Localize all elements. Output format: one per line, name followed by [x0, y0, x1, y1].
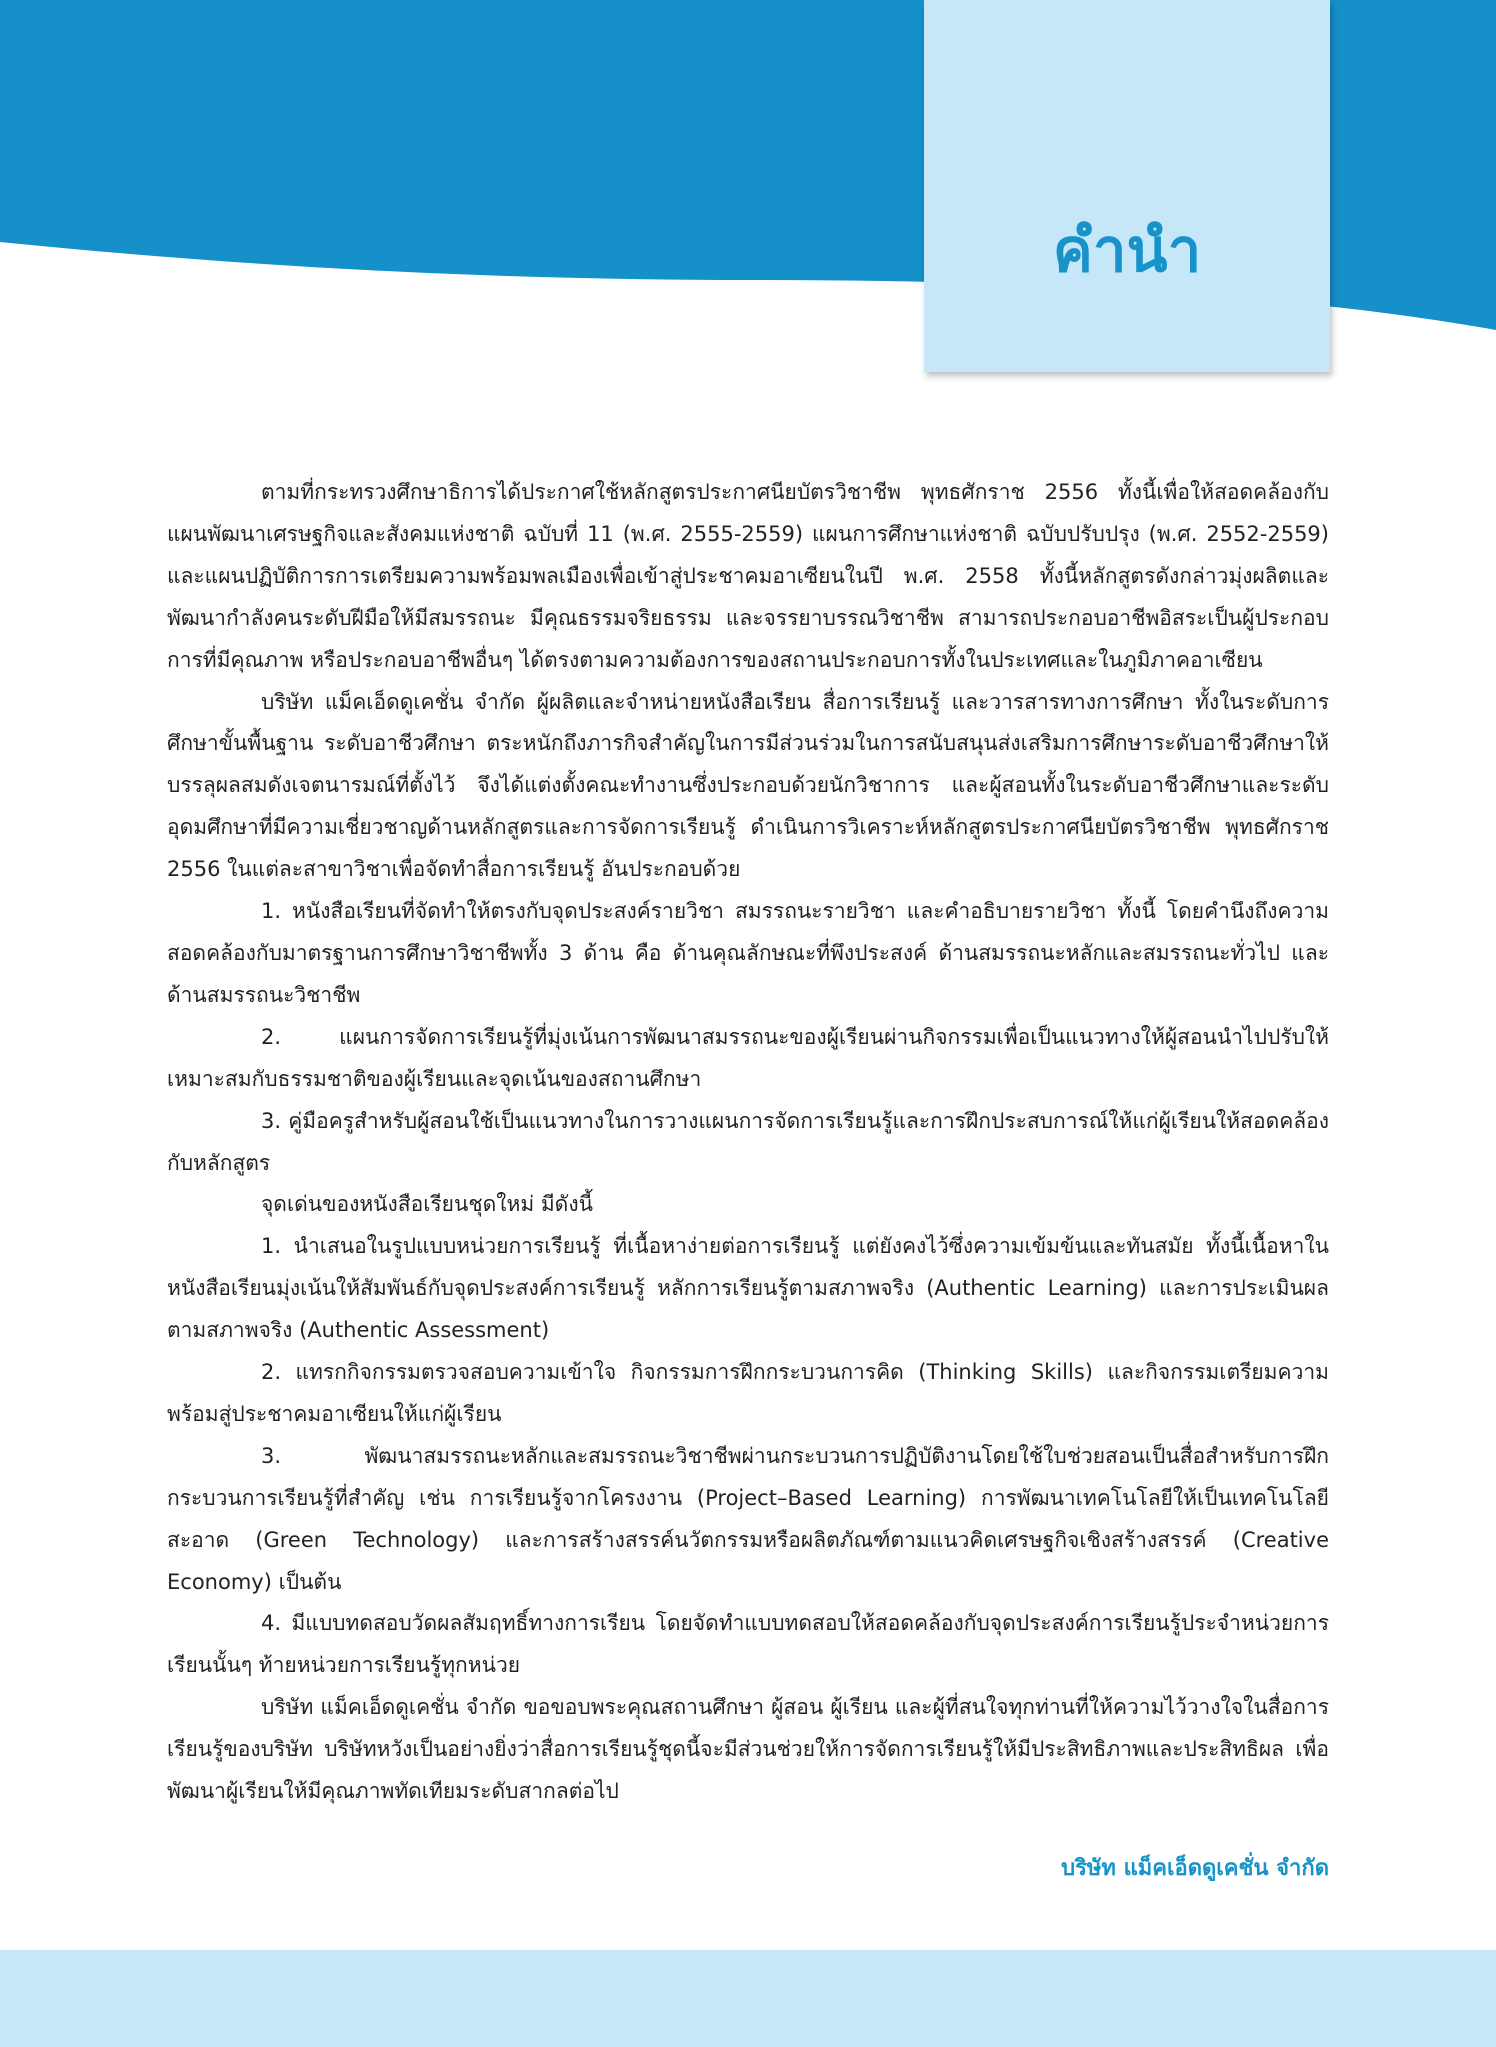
paragraph: 3. พัฒนาสมรรถนะหลักและสมรรถนะวิชาชีพผ่านกระบวนการปฏิบัติงานโดยใช้ใบช่วยสอนเป็นสื่อสำหรับการฝึกกระบวนการเรียนรู้ที่สำคัญ เช่น การเรียนรู้จากโครงงาน (Project–Based Learning) การพัฒนาเทคโนโลยีให้เป็นเทคโนโลยีสะอาด (Green Technology) และการสร้างสรรค์นวัตกรรมหรือผลิตภัณฑ์ตามแนวคิดเศรษฐกิจเชิงสร้างสรรค์ (Creative Economy) เป็นต้น: [167, 1443, 1329, 1594]
paragraph: 2. แผนการจัดการเรียนรู้ที่มุ่งเน้นการพัฒนาสมรรถนะของผู้เรียนผ่านกิจกรรมเพื่อเป็นแนวทางให้ผู้สอนนำไปปรับให้เหมาะสมกับธรรมชาติของผู้เรียนและจุดเน้นของสถานศึกษา: [167, 1024, 1329, 1091]
footer-banner: [0, 1950, 1496, 2047]
page-title: คำนำ: [1052, 216, 1202, 286]
paragraph: ตามที่กระทรวงศึกษาธิการได้ประกาศใช้หลักสูตรประกาศนียบัตรวิชาชีพ พุทธศักราช 2556 ทั้งนี้เพื่อให้สอดคล้องกับแผนพัฒนาเศรษฐกิจและสังคมแห่งชาติ ฉบับที่ 11 (พ.ศ. 2555-2559) แผนการศึกษาแห่งชาติ ฉบับปรับปรุง (พ.ศ. 2552-2559) และแผนปฏิบัติการการเตรียมความพร้อมพลเมืองเพื่อเข้าสู่ประชาคมอาเซียนในปี พ.ศ. 2558 ทั้งนี้หลักสูตรดังกล่าวมุ่งผลิตและพัฒนากำลังคนระดับฝีมือให้มีสมรรถนะ มีคุณธรรมจริยธรรม และจรรยาบรรณวิชาชีพ สามารถประกอบอาชีพอิสระเป็นผู้ประกอบการที่มีคุณภาพ หรือประกอบอาชีพอื่นๆ ได้ตรงตามความต้องการของสถานประกอบการทั้งในประเทศและในภูมิภาคอาเซียน: [167, 480, 1329, 672]
paragraph: บริษัท แม็คเอ็ดดูเคชั่น จำกัด ขอขอบพระคุณสถานศึกษา ผู้สอน ผู้เรียน และผู้ที่สนใจทุกท่านที่ให้ความไว้วางใจในสื่อการเรียนรู้ของบริษัท บริษัทหวังเป็นอย่างยิ่งว่าสื่อการเรียนรู้ชุดนี้จะมีส่วนช่วยให้การจัดการเรียนรู้ให้มีประสิทธิภาพและประสิทธิผล เพื่อพัฒนาผู้เรียนให้มีคุณภาพทัดเทียมระดับสากลต่อไป: [167, 1695, 1329, 1804]
title-panel: [924, 0, 1330, 372]
company-signature: บริษัท แม็คเอ็ดดูเคชั่น จำกัด: [1061, 1856, 1329, 1881]
paragraph: 2. แทรกกิจกรรมตรวจสอบความเข้าใจ กิจกรรมการฝึกกระบวนการคิด (Thinking Skills) และกิจกรรมเตรียมความพร้อมสู่ประชาคมอาเซียนให้แก่ผู้เรียน: [167, 1360, 1329, 1426]
paragraph: บริษัท แม็คเอ็ดดูเคชั่น จำกัด ผู้ผลิตและจำหน่ายหนังสือเรียน สื่อการเรียนรู้ และวารสารทางการศึกษา ทั้งในระดับการศึกษาขั้นพื้นฐาน ระดับอาชีวศึกษา ตระหนักถึงภารกิจสำคัญในการมีส่วนร่วมในการสนับสนุนส่งเสริมการศึกษาระดับอาชีวศึกษาให้บรรลุผลสมดังเจตนารมณ์ที่ตั้งไว้ จึงได้แต่งตั้งคณะทำงานซึ่งประกอบด้วยนักวิชาการ และผู้สอนทั้งในระดับอาชีวศึกษาและระดับอุดมศึกษาที่มีความเชี่ยวชาญด้านหลักสูตรและการจัดการเรียนรู้ ดำเนินการวิเคราะห์หลักสูตรประกาศนียบัตรวิชาชีพ พุทธศักราช 2556 ในแต่ละสาขาวิชาเพื่อจัดทำสื่อการเรียนรู้ อันประกอบด้วย: [167, 689, 1329, 882]
preface-body: [167, 472, 1329, 1813]
paragraph: 4. มีแบบทดสอบวัดผลสัมฤทธิ์ทางการเรียน โดยจัดทำแบบทดสอบให้สอดคล้องกับจุดประสงค์การเรียนรู้ประจำหน่วยการเรียนนั้นๆ ท้ายหน่วยการเรียนรู้ทุกหน่วย: [167, 1611, 1329, 1678]
paragraph: 3. คู่มือครูสำหรับผู้สอนใช้เป็นแนวทางในการวางแผนการจัดการเรียนรู้และการฝึกประสบการณ์ให้แก่ผู้เรียนให้สอดคล้องกับหลักสูตร: [167, 1108, 1329, 1175]
paragraph: 1. หนังสือเรียนที่จัดทำให้ตรงกับจุดประสงค์รายวิชา สมรรถนะรายวิชา และคำอธิบายรายวิชา ทั้งนี้ โดยคำนึงถึงความสอดคล้องกับมาตรฐานการศึกษาวิชาชีพทั้ง 3 ด้าน คือ ด้านคุณลักษณะที่พึงประสงค์ ด้านสมรรถนะหลักและสมรรถนะทั่วไป และด้านสมรรถนะวิชาชีพ: [167, 899, 1329, 1007]
paragraph: 1. นำเสนอในรูปแบบหน่วยการเรียนรู้ ที่เนื้อหาง่ายต่อการเรียนรู้ แต่ยังคงไว้ซึ่งความเข้มข้นและทันสมัย ทั้งนี้เนื้อหาในหนังสือเรียนมุ่งเน้นให้สัมพันธ์กับจุดประสงค์การเรียนรู้ หลักการเรียนรู้ตามสภาพจริง (Authentic Learning) และการประเมินผลตามสภาพจริง (Authentic Assessment): [167, 1234, 1329, 1343]
paragraph: จุดเด่นของหนังสือเรียนชุดใหม่ มีดังนี้: [261, 1192, 593, 1217]
